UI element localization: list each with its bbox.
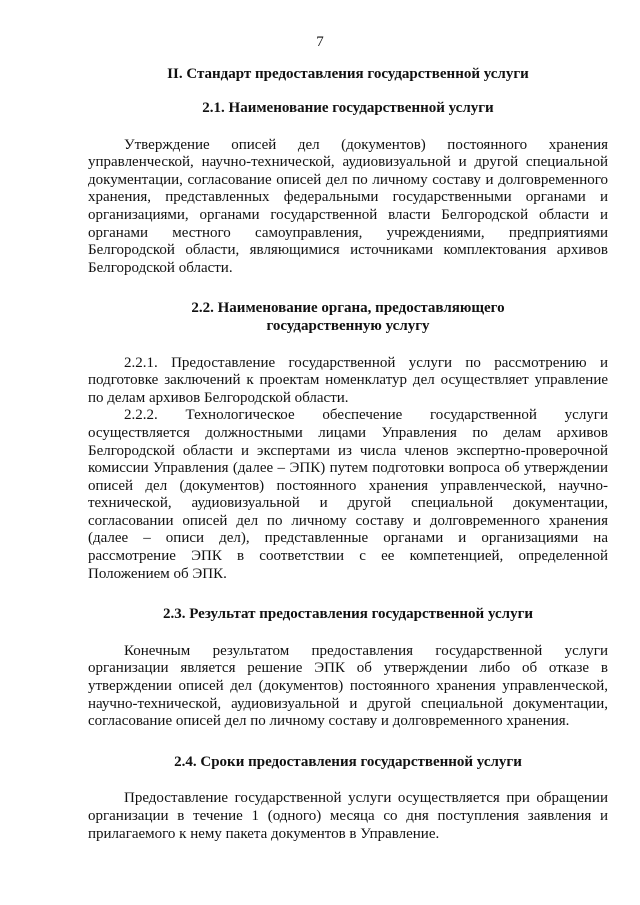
paragraph-2-1: Утверждение описей дел (документов) постоянного хранения управленческой, научно-технической, аудиовизуальной и другой специальной документации, согласование описей дел по личному составу и долговременного хранения, представленных федеральными государственными органами и организациями, органами государственной власти Белгородской области и органами местного самоуправления, учреждениями, предприятиями Белгородской области, являющимися источниками комплектования архивов Белгородской области. [88, 136, 608, 276]
heading-2-1: 2.1. Наименование государственной услуги [202, 100, 494, 116]
section-title: II. Стандарт предоставления государственной услуги [167, 66, 529, 82]
page-content [88, 65, 608, 843]
heading-2-2-line2: государственную услугу [266, 317, 430, 334]
paragraph-2-3: Конечным результатом предоставления государственной услуги организации является решение ЭПК об утверждении либо об отказе в утверждении описей дел (документов) постоянного хранения управленческой, научно-технической, аудиовизуальной и другой специальной документации, согласование описей дел по личному составу и долговременного хранения. [88, 642, 608, 730]
heading-2-2-line1: 2.2. Наименование органа, предоставляющего [191, 300, 505, 317]
paragraph-2-4: Предоставление государственной услуги осуществляется при обращении организации в течение 1 (одного) месяца со дня поступления заявления и прилагаемого к нему пакета документов в Управление. [88, 790, 608, 842]
paragraph-2-2-1: 2.2.1. Предоставление государственной услуги по рассмотрению и подготовке заключений к проектам номенклатур дел осуществляет управление по делам архивов Белгородской области. [88, 354, 608, 406]
heading-2-3: 2.3. Результат предоставления государственной услуги [162, 606, 534, 623]
heading-2-4: 2.4. Сроки предоставления государственной услуги [174, 753, 522, 770]
paragraph-2-2-2: 2.2.2. Технологическое обеспечение государственной услуги осуществляется должностными лицами Управления по делам архивов Белгородской области и экспертами из числа членов экспертно-проверочной комиссии Управления (далее – ЭПК) путем подготовки вопроса об утверждении описей дел (документов) постоянного хранения управленческой, научно-технической, аудиовизуальной и другой специальной документации, согласовании описей дел по личному составу и долговременного хранения (далее – описи дел), представленные органами и организациями на рассмотрение ЭПК в соответствии с ее компетенцией, определенной Положением об ЭПК. [88, 407, 608, 582]
page-number: 7 [316, 34, 324, 50]
